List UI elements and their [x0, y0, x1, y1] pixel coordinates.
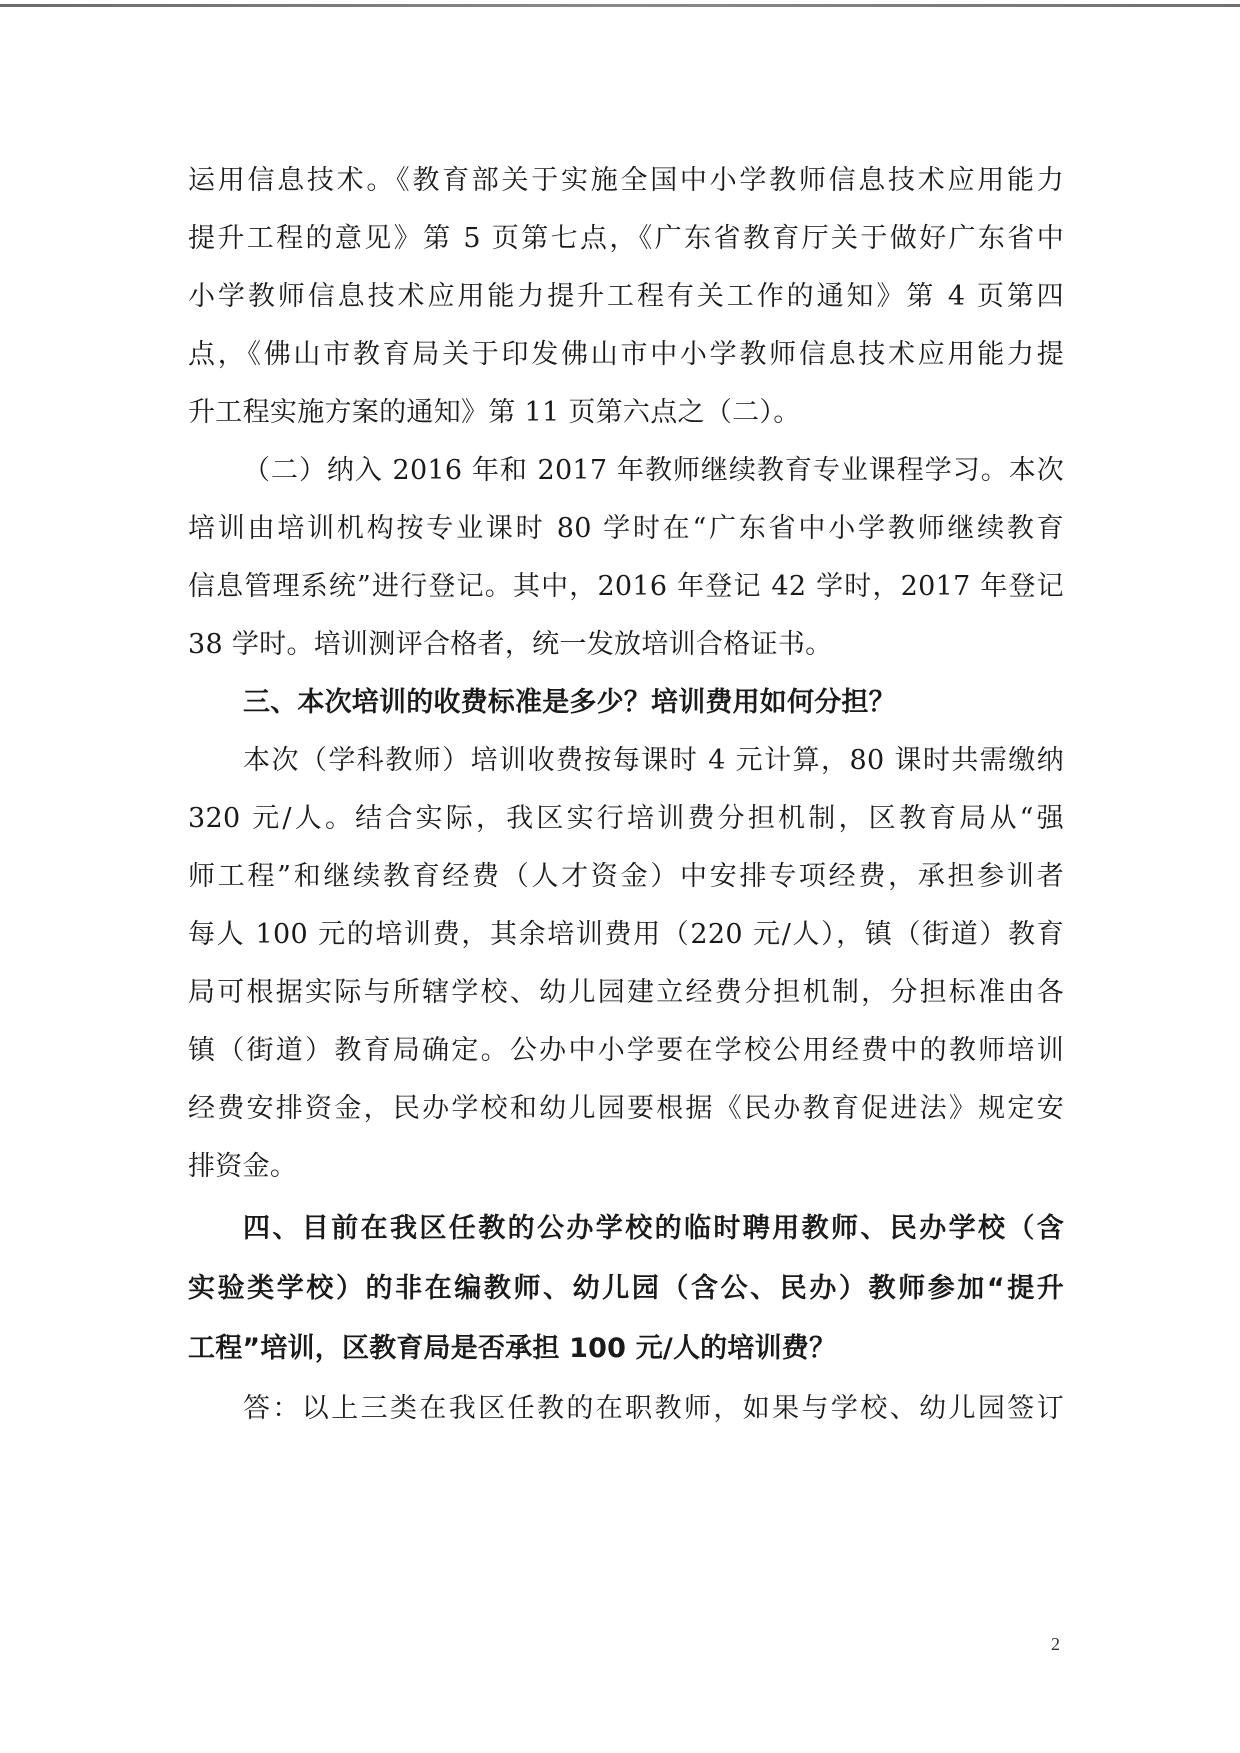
body-text-line: 点，《佛山市教育局关于印发佛山市中小学教师信息技术应用能力提: [188, 339, 1064, 370]
section-heading: 四、目前在我区任教的公办学校的临时聘用教师、民办学校（含: [243, 1213, 1064, 1244]
body-text-line: （二）纳入 2016 年和 2017 年教师继续教育专业课程学习。本次: [243, 455, 1064, 486]
page-number: 2: [1051, 1634, 1060, 1654]
body-text-line: 镇（街道）教育局确定。公办中小学要在学校公用经费中的教师培训: [188, 1035, 1064, 1066]
body-text-line: 小学教师信息技术应用能力提升工程有关工作的通知》第 4 页第四: [188, 281, 1064, 312]
body-text-line: 培训由培训机构按专业课时 80 学时在“广东省中小学教师继续教育: [188, 513, 1064, 544]
section-heading: 三、本次培训的收费标准是多少？培训费用如何分担？: [243, 687, 896, 718]
body-text-line: 排资金。: [188, 1151, 298, 1182]
body-text-line: 升工程实施方案的通知》第 11 页第六点之（二）。: [188, 397, 801, 428]
body-text-line: 每人 100 元的培训费，其余培训费用（220 元/人），镇（街道）教育: [188, 919, 1064, 950]
body-text-line: 答：以上三类在我区任教的在职教师，如果与学校、幼儿园签订: [243, 1393, 1064, 1424]
body-text-line: 师工程”和继续教育经费（人才资金）中安排专项经费，承担参训者: [188, 861, 1064, 892]
scan-edge-shadow: [0, 4, 1240, 7]
section-heading: 实验类学校）的非在编教师、幼儿园（含公、民办）教师参加“提升: [188, 1273, 1064, 1304]
body-text-line: 运用信息技术。《教育部关于实施全国中小学教师信息技术应用能力: [188, 165, 1064, 196]
section-heading: 工程”培训，区教育局是否承担 100 元/人的培训费？: [188, 1333, 837, 1364]
body-text-line: 38 学时。培训测评合格者，统一发放培训合格证书。: [188, 629, 833, 660]
body-text-line: 局可根据实际与所辖学校、幼儿园建立经费分担机制，分担标准由各: [188, 977, 1064, 1008]
body-text-line: 320 元/人。结合实际，我区实行培训费分担机制，区教育局从“强: [188, 803, 1064, 834]
body-text-line: 提升工程的意见》第 5 页第七点，《广东省教育厅关于做好广东省中: [188, 223, 1064, 254]
body-text-line: 经费安排资金，民办学校和幼儿园要根据《民办教育促进法》规定安: [188, 1093, 1064, 1124]
body-text-line: 本次（学科教师）培训收费按每课时 4 元计算，80 课时共需缴纳: [243, 745, 1064, 776]
body-text-line: 信息管理系统”进行登记。其中，2016 年登记 42 学时，2017 年登记: [188, 571, 1064, 602]
